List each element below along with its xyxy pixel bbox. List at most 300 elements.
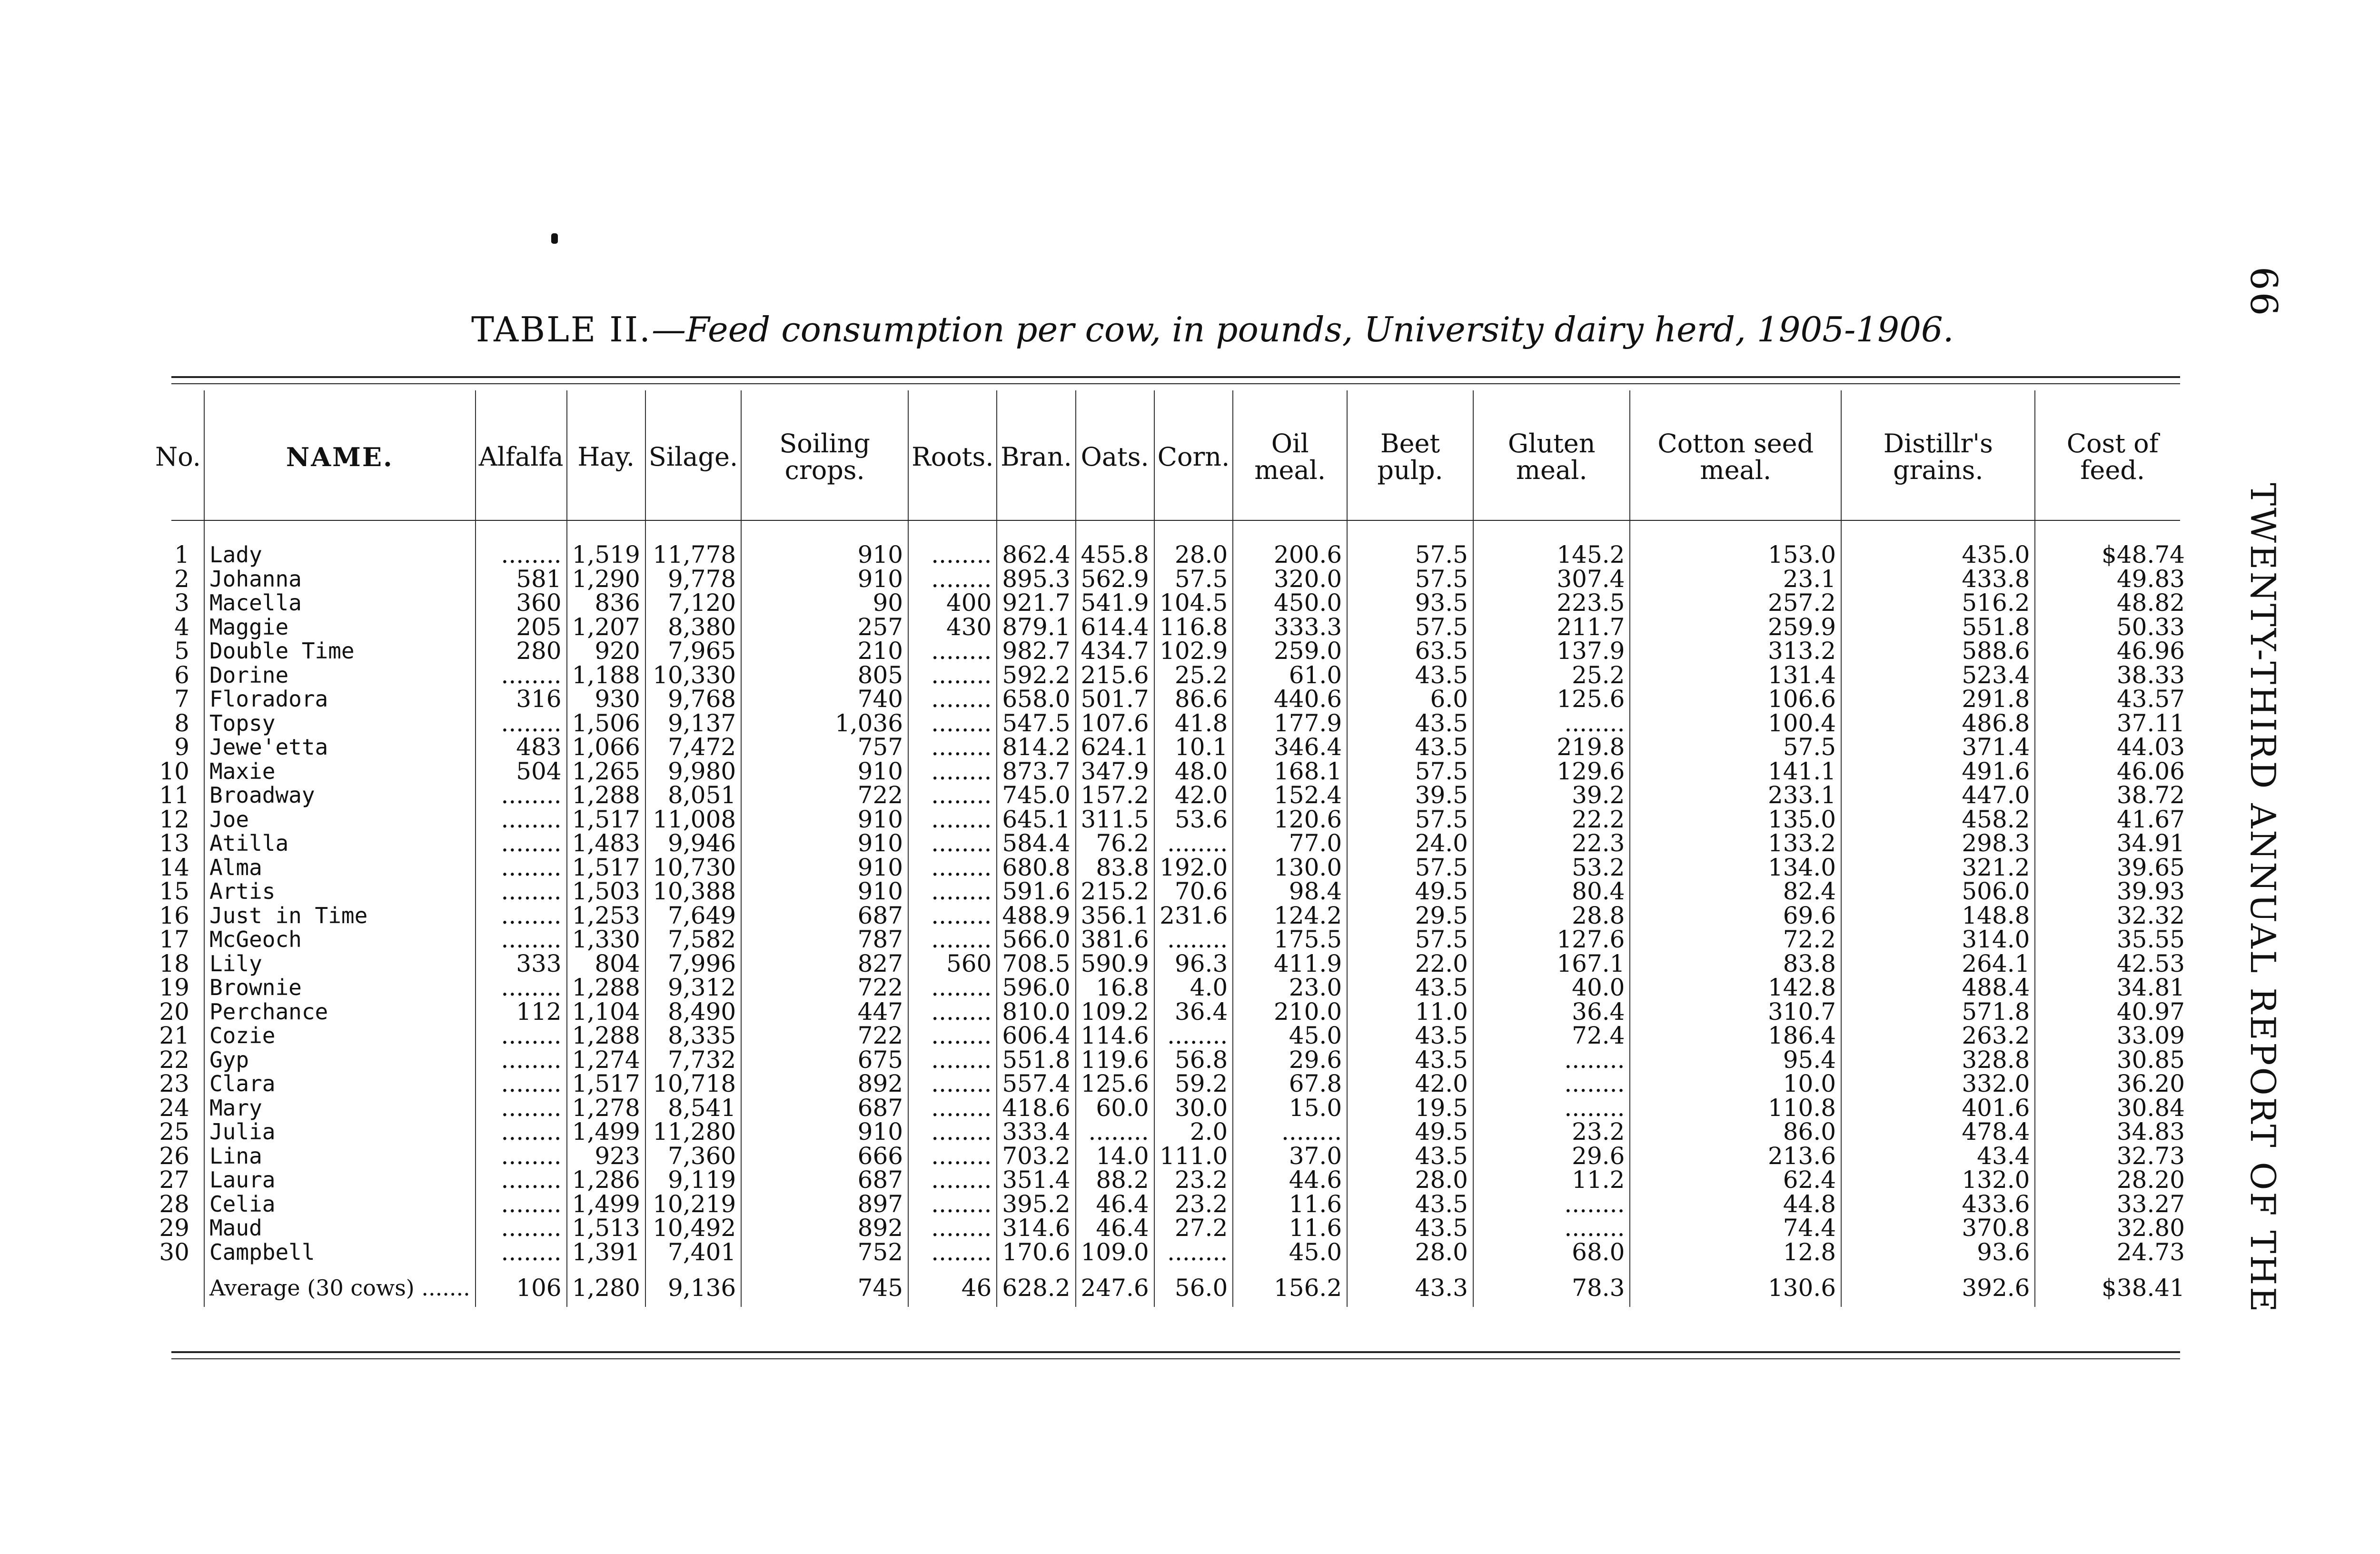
table-cell: 298.3 — [1841, 831, 2035, 856]
table-cell: 584.4 — [997, 831, 1075, 856]
table-cell: 411.9 — [1233, 952, 1347, 976]
table-cell: 10,492 — [645, 1216, 741, 1240]
table-cell: 43.5 — [1347, 1216, 1473, 1240]
table-cell: 34.91 — [2035, 831, 2190, 856]
table-cell: 142.8 — [1630, 976, 1841, 1000]
table-cell: ........ — [476, 1168, 567, 1192]
table-cell: 109.0 — [1076, 1240, 1154, 1265]
row-number: 14 — [159, 853, 189, 881]
table-cell: 82.4 — [1630, 879, 1841, 904]
column-header — [741, 390, 908, 524]
table-cell: 1,290 — [567, 567, 645, 591]
table-cell: 39.93 — [2035, 879, 2190, 904]
table-cell: 547.5 — [997, 711, 1075, 736]
table-cell: ........ — [908, 879, 997, 904]
row-number: 28 — [159, 1190, 189, 1218]
table-cell: 873.7 — [997, 759, 1075, 784]
spacer-row — [152, 524, 2190, 543]
table-cell: 458.2 — [1841, 807, 2035, 832]
table-row — [152, 976, 2190, 1000]
table-cell: 1,519 — [567, 543, 645, 567]
table-cell: 910 — [741, 543, 908, 567]
average-cell: 745 — [741, 1264, 908, 1307]
column-header-label: Corn. — [1157, 442, 1230, 472]
row-number: 26 — [159, 1142, 189, 1170]
cow-name: Macella — [204, 591, 476, 615]
table-row — [152, 711, 2190, 736]
table-cell: 10,718 — [645, 1072, 741, 1096]
table-cell: 687 — [741, 1096, 908, 1120]
table-cell: 333 — [476, 952, 567, 976]
table-cell: $48.74 — [2035, 543, 2190, 567]
running-head-text: TWENTY-THIRD ANNUAL REPORT OF THE — [2243, 483, 2283, 1314]
table-cell: 60.0 — [1076, 1096, 1154, 1120]
column-header-label: Oats. — [1081, 442, 1149, 472]
cow-name: Double Time — [204, 639, 476, 663]
table-row — [152, 783, 2190, 807]
table-cell: 231.6 — [1154, 904, 1233, 928]
table-cell: ........ — [908, 1096, 997, 1120]
table-cell: 1,288 — [567, 976, 645, 1000]
table-cell: ........ — [476, 807, 567, 832]
table-cell: 923 — [567, 1144, 645, 1168]
table-cell: 30.84 — [2035, 1096, 2190, 1120]
average-cell: 46 — [908, 1264, 997, 1307]
row-number: 2 — [174, 565, 189, 593]
table-row — [152, 1120, 2190, 1144]
cow-name: Mary — [204, 1096, 476, 1120]
table-row — [152, 807, 2190, 832]
bottom-rule-thin — [171, 1358, 2180, 1359]
row-number: 4 — [174, 613, 189, 641]
table-cell: 83.8 — [1076, 856, 1154, 880]
table-cell: 897 — [741, 1192, 908, 1216]
table-cell: ........ — [908, 639, 997, 663]
table-cell: 107.6 — [1076, 711, 1154, 736]
table-cell: 22.2 — [1473, 807, 1630, 832]
header-rule — [171, 520, 2180, 521]
column-header-label: Soiling crops. — [779, 428, 870, 485]
top-rule-thin — [171, 383, 2180, 384]
table-cell: 35.55 — [2035, 927, 2190, 952]
row-number: 20 — [159, 997, 189, 1026]
table-cell: ........ — [908, 904, 997, 928]
cow-name: Celia — [204, 1192, 476, 1216]
table-cell: 43.4 — [1841, 1144, 2035, 1168]
table-cell: 135.0 — [1630, 807, 1841, 832]
table-cell: 8,335 — [645, 1024, 741, 1048]
table-cell: 46.4 — [1076, 1216, 1154, 1240]
table-cell: 141.1 — [1630, 759, 1841, 784]
table-cell: 42.53 — [2035, 952, 2190, 976]
table-row — [152, 1216, 2190, 1240]
table-cell: 757 — [741, 735, 908, 759]
table-cell: 41.67 — [2035, 807, 2190, 832]
table-cell: 9,946 — [645, 831, 741, 856]
table-cell: 920 — [567, 639, 645, 663]
table-cell: 910 — [741, 1120, 908, 1144]
table-cell: 450.0 — [1233, 591, 1347, 615]
table-cell: 210 — [741, 639, 908, 663]
table-cell: 46.4 — [1076, 1192, 1154, 1216]
table-cell: 134.0 — [1630, 856, 1841, 880]
table-cell: ........ — [1473, 1072, 1630, 1096]
table-cell: 223.5 — [1473, 591, 1630, 615]
table-cell: 27.2 — [1154, 1216, 1233, 1240]
table-cell: 186.4 — [1630, 1024, 1841, 1048]
table-cell: 77.0 — [1233, 831, 1347, 856]
spacer-cell — [152, 524, 204, 543]
table-row — [152, 1024, 2190, 1048]
spacer-cell — [1347, 524, 1473, 543]
table-cell: 606.4 — [997, 1024, 1075, 1048]
table-row — [152, 1240, 2190, 1265]
table-cell: 98.4 — [1233, 879, 1347, 904]
spacer-cell — [2035, 524, 2190, 543]
average-cell: 130.6 — [1630, 1264, 1841, 1307]
table-cell: 921.7 — [997, 591, 1075, 615]
cow-name: Perchance — [204, 1000, 476, 1024]
header-row — [152, 390, 2190, 524]
table-cell: 910 — [741, 567, 908, 591]
table-cell: ........ — [908, 1120, 997, 1144]
table-cell: 703.2 — [997, 1144, 1075, 1168]
table-cell: 43.5 — [1347, 663, 1473, 687]
table-row — [152, 543, 2190, 567]
table-cell: 1,253 — [567, 904, 645, 928]
table-cell: 1,517 — [567, 807, 645, 832]
table-cell: 61.0 — [1233, 663, 1347, 687]
row-number: 1 — [174, 541, 189, 569]
table-cell: 49.5 — [1347, 879, 1473, 904]
table-cell: 93.5 — [1347, 591, 1473, 615]
table-cell: ........ — [1473, 1216, 1630, 1240]
table-cell: ........ — [908, 927, 997, 952]
table-cell: 93.6 — [1841, 1240, 2035, 1265]
table-cell: 9,137 — [645, 711, 741, 736]
table-cell: 590.9 — [1076, 952, 1154, 976]
average-cell: 9,136 — [645, 1264, 741, 1307]
table-cell: ........ — [476, 1216, 567, 1240]
table-cell: 62.4 — [1630, 1168, 1841, 1192]
column-header-label: NAME. — [286, 441, 394, 472]
column-header — [476, 390, 567, 524]
table-cell: 38.33 — [2035, 663, 2190, 687]
table-cell: 488.4 — [1841, 976, 2035, 1000]
row-number: 9 — [174, 733, 189, 761]
table-cell: 39.2 — [1473, 783, 1630, 807]
row-number: 23 — [159, 1070, 189, 1098]
table-cell: 112 — [476, 1000, 567, 1024]
table-cell: 624.1 — [1076, 735, 1154, 759]
column-header — [908, 390, 997, 524]
table-row — [152, 591, 2190, 615]
cow-name: McGeoch — [204, 927, 476, 952]
table-cell: 34.81 — [2035, 976, 2190, 1000]
row-number: 19 — [159, 974, 189, 1002]
table-cell: 562.9 — [1076, 567, 1154, 591]
table-cell: 9,119 — [645, 1168, 741, 1192]
table-cell: 879.1 — [997, 615, 1075, 639]
average-cell: 106 — [476, 1264, 567, 1307]
table-cell: 30.85 — [2035, 1048, 2190, 1072]
table-row — [152, 567, 2190, 591]
average-cell — [152, 1264, 204, 1307]
table-cell: ........ — [476, 879, 567, 904]
table-cell: 219.8 — [1473, 735, 1630, 759]
table-cell: 24.73 — [2035, 1240, 2190, 1265]
cow-name: Atilla — [204, 831, 476, 856]
table-cell: ........ — [908, 856, 997, 880]
row-number: 12 — [159, 805, 189, 833]
table-cell: ........ — [908, 1216, 997, 1240]
table-cell: 57.5 — [1154, 567, 1233, 591]
table-cell: 1,330 — [567, 927, 645, 952]
row-number: 13 — [159, 829, 189, 857]
cow-name: Maxie — [204, 759, 476, 784]
cow-name: Johanna — [204, 567, 476, 591]
table-cell: 7,120 — [645, 591, 741, 615]
cow-name: Alma — [204, 856, 476, 880]
table-cell: ........ — [476, 1096, 567, 1120]
table-cell: 29.5 — [1347, 904, 1473, 928]
table-cell: 114.6 — [1076, 1024, 1154, 1048]
table-cell: 1,513 — [567, 1216, 645, 1240]
table-cell: 119.6 — [1076, 1048, 1154, 1072]
table-cell: 49.83 — [2035, 567, 2190, 591]
table-cell: ........ — [908, 1240, 997, 1265]
table-cell: 34.83 — [2035, 1120, 2190, 1144]
spacer-cell — [476, 524, 567, 543]
table-cell: 43.57 — [2035, 687, 2190, 711]
table-cell: 11,008 — [645, 807, 741, 832]
table-cell: 43.5 — [1347, 976, 1473, 1000]
table-cell: 57.5 — [1347, 615, 1473, 639]
table-cell: 42.0 — [1347, 1072, 1473, 1096]
table-cell: 1,265 — [567, 759, 645, 784]
table-cell: 333.4 — [997, 1120, 1075, 1144]
table-cell: 40.97 — [2035, 1000, 2190, 1024]
table-cell: 74.4 — [1630, 1216, 1841, 1240]
table-cell: 328.8 — [1841, 1048, 2035, 1072]
table-cell: 86.6 — [1154, 687, 1233, 711]
cow-name: Jewe'etta — [204, 735, 476, 759]
table-cell: 23.1 — [1630, 567, 1841, 591]
table-cell: 506.0 — [1841, 879, 2035, 904]
table-cell: ........ — [476, 663, 567, 687]
row-number: 30 — [159, 1238, 189, 1266]
table-cell: 910 — [741, 831, 908, 856]
table-cell: 23.0 — [1233, 976, 1347, 1000]
table-cell: 43.5 — [1347, 1144, 1473, 1168]
top-rule — [171, 376, 2180, 378]
column-header-label: Bran. — [1001, 442, 1072, 472]
table-cell: 88.2 — [1076, 1168, 1154, 1192]
spacer-cell — [1154, 524, 1233, 543]
table-cell: 7,360 — [645, 1144, 741, 1168]
table-cell: 46.06 — [2035, 759, 2190, 784]
table-cell: 2.0 — [1154, 1120, 1233, 1144]
table-cell: 86.0 — [1630, 1120, 1841, 1144]
table-cell: 50.33 — [2035, 615, 2190, 639]
table-cell: 9,312 — [645, 976, 741, 1000]
table-cell: 588.6 — [1841, 639, 2035, 663]
cow-name: Dorine — [204, 663, 476, 687]
table-cell: ........ — [1154, 831, 1233, 856]
table-cell: 1,278 — [567, 1096, 645, 1120]
table-cell: 57.5 — [1630, 735, 1841, 759]
spacer-cell — [567, 524, 645, 543]
table-cell: ........ — [908, 831, 997, 856]
table-cell: 44.8 — [1630, 1192, 1841, 1216]
table-cell: 1,503 — [567, 879, 645, 904]
table-row — [152, 856, 2190, 880]
table-cell: 211.7 — [1473, 615, 1630, 639]
table-cell: 680.8 — [997, 856, 1075, 880]
table-cell: ........ — [1473, 711, 1630, 736]
table-cell: ........ — [476, 711, 567, 736]
table-cell: 28.20 — [2035, 1168, 2190, 1192]
table-cell: 59.2 — [1154, 1072, 1233, 1096]
table-caption: —Feed consumption per cow, in pounds, University dairy herd, 1905-1906. — [652, 309, 1954, 349]
table-cell: 153.0 — [1630, 543, 1841, 567]
table-cell: 22.3 — [1473, 831, 1630, 856]
table-cell: ........ — [908, 807, 997, 832]
cow-name: Laura — [204, 1168, 476, 1192]
table-cell: ........ — [908, 711, 997, 736]
table-cell: 25.2 — [1154, 663, 1233, 687]
table-cell: 233.1 — [1630, 783, 1841, 807]
table-cell: 401.6 — [1841, 1096, 2035, 1120]
column-header-label: Alfalfa — [478, 442, 564, 472]
table-cell: 57.5 — [1347, 543, 1473, 567]
spacer-cell — [1076, 524, 1154, 543]
table-cell: 102.9 — [1154, 639, 1233, 663]
column-header — [1076, 390, 1154, 524]
table-cell: 523.4 — [1841, 663, 2035, 687]
cow-name: Artis — [204, 879, 476, 904]
column-header — [997, 390, 1075, 524]
table-cell: 49.5 — [1347, 1120, 1473, 1144]
table-cell: ........ — [1154, 1240, 1233, 1265]
cow-name: Lady — [204, 543, 476, 567]
table-cell: 504 — [476, 759, 567, 784]
table-cell: 280 — [476, 639, 567, 663]
cow-name: Campbell — [204, 1240, 476, 1265]
table-cell: 614.4 — [1076, 615, 1154, 639]
table-cell: 36.20 — [2035, 1072, 2190, 1096]
table-cell: 314.6 — [997, 1216, 1075, 1240]
table-cell: 708.5 — [997, 952, 1075, 976]
table-cell: 440.6 — [1233, 687, 1347, 711]
table-cell: 687 — [741, 904, 908, 928]
table-cell: 264.1 — [1841, 952, 2035, 976]
table-row — [152, 927, 2190, 952]
table-cell: 124.2 — [1233, 904, 1347, 928]
table-cell: 356.1 — [1076, 904, 1154, 928]
spacer-cell — [1473, 524, 1630, 543]
table-cell: 722 — [741, 1024, 908, 1048]
table-cell: 168.1 — [1233, 759, 1347, 784]
table-cell: 687 — [741, 1168, 908, 1192]
table-cell: 16.8 — [1076, 976, 1154, 1000]
table-cell: 11.6 — [1233, 1192, 1347, 1216]
spacer-cell — [741, 524, 908, 543]
table-cell: ........ — [476, 1120, 567, 1144]
table-cell: 104.5 — [1154, 591, 1233, 615]
bottom-rule — [171, 1351, 2180, 1353]
row-number: 5 — [174, 637, 189, 665]
table-cell: 57.5 — [1347, 567, 1473, 591]
table-cell: 1,066 — [567, 735, 645, 759]
table-cell: 37.11 — [2035, 711, 2190, 736]
table-cell: 433.6 — [1841, 1192, 2035, 1216]
column-header — [2035, 390, 2190, 524]
table-cell: 53.2 — [1473, 856, 1630, 880]
table-cell: 488.9 — [997, 904, 1075, 928]
table-cell: 1,207 — [567, 615, 645, 639]
cow-name: Maggie — [204, 615, 476, 639]
table-row — [152, 904, 2190, 928]
average-cell: 628.2 — [997, 1264, 1075, 1307]
row-number: 27 — [159, 1166, 189, 1194]
row-number: 11 — [159, 781, 189, 809]
spacer-cell — [1233, 524, 1347, 543]
table-cell: 804 — [567, 952, 645, 976]
table-cell: 1,286 — [567, 1168, 645, 1192]
table-cell: 36.4 — [1154, 1000, 1233, 1024]
average-cell: 78.3 — [1473, 1264, 1630, 1307]
table-body — [152, 524, 2190, 1307]
table-row — [152, 1000, 2190, 1024]
table-cell: 1,483 — [567, 831, 645, 856]
table-cell: 23.2 — [1154, 1168, 1233, 1192]
table-cell: 11.2 — [1473, 1168, 1630, 1192]
table-cell: 814.2 — [997, 735, 1075, 759]
table-cell: 7,996 — [645, 952, 741, 976]
table-cell: 447.0 — [1841, 783, 2035, 807]
row-number: 22 — [159, 1046, 189, 1074]
table-cell: 10,730 — [645, 856, 741, 880]
table-cell: 351.4 — [997, 1168, 1075, 1192]
cow-name: Lily — [204, 952, 476, 976]
table-cell: 29.6 — [1233, 1048, 1347, 1072]
table-cell: 836 — [567, 591, 645, 615]
table-cell: 810.0 — [997, 1000, 1075, 1024]
table-cell: 70.6 — [1154, 879, 1233, 904]
table-cell: 371.4 — [1841, 735, 2035, 759]
table-cell: ........ — [1473, 1192, 1630, 1216]
table-cell: 455.8 — [1076, 543, 1154, 567]
cow-name: Maud — [204, 1216, 476, 1240]
average-cell: 56.0 — [1154, 1264, 1233, 1307]
table-cell: 170.6 — [997, 1240, 1075, 1265]
column-header — [152, 390, 204, 524]
table-cell: 39.5 — [1347, 783, 1473, 807]
table-cell: 491.6 — [1841, 759, 2035, 784]
average-cell: 156.2 — [1233, 1264, 1347, 1307]
table-cell: 332.0 — [1841, 1072, 2035, 1096]
table-cell: ........ — [908, 1192, 997, 1216]
table-cell: 591.6 — [997, 879, 1075, 904]
table-cell: 28.0 — [1347, 1168, 1473, 1192]
table-cell: 145.2 — [1473, 543, 1630, 567]
table-cell: ........ — [476, 783, 567, 807]
table-cell: 110.8 — [1630, 1096, 1841, 1120]
table-cell: 541.9 — [1076, 591, 1154, 615]
table-cell: 752 — [741, 1240, 908, 1265]
column-header-label: Cost of feed. — [2066, 428, 2159, 485]
